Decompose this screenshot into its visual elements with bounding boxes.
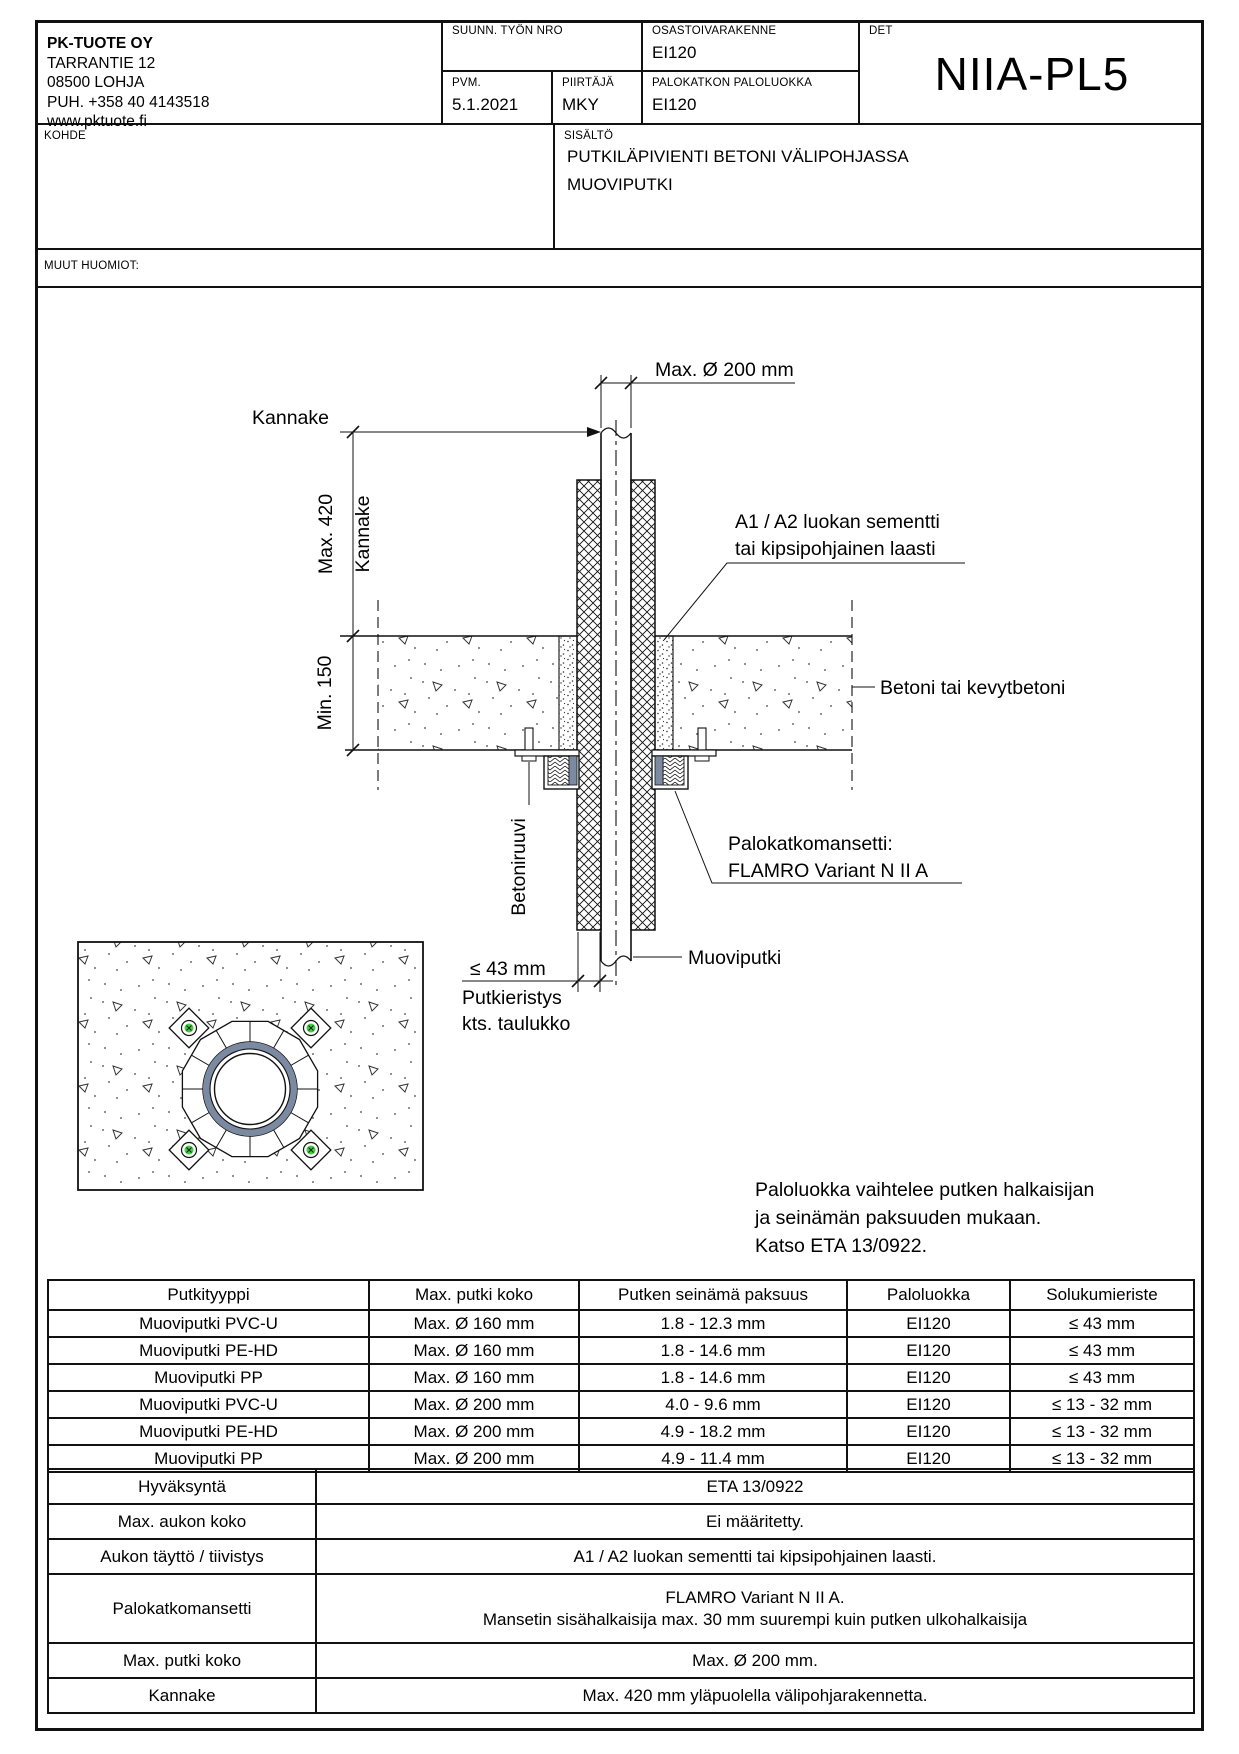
screw-nut-right (695, 756, 709, 761)
spec-label: Palokatkomansetti (48, 1574, 316, 1643)
field-pvm-value: 5.1.2021 (452, 95, 519, 114)
leader-muoviputki (633, 947, 781, 969)
field-sisalto (555, 125, 1204, 250)
table-row (48, 1310, 1194, 1337)
plan-fire-collar (169, 1008, 331, 1170)
label-muoviputki: Muoviputki (688, 947, 782, 969)
cell-fire-class: EI120 (847, 1310, 1010, 1337)
screw-nut-left (522, 756, 536, 761)
spec-value-line-1: FLAMRO Variant N II A. (665, 1587, 845, 1607)
field-sisalto-label: SISÄLTÖ (564, 130, 614, 142)
cell-insulation: ≤ 43 mm (1010, 1310, 1194, 1337)
spec-value: Max. 420 mm yläpuolella välipohjarakennetta. (316, 1678, 1194, 1713)
collar-plan-view (78, 942, 423, 1190)
spec-label: Max. aukon koko (48, 1504, 316, 1539)
label-cement-line-1: A1 / A2 luokan sementti (735, 511, 940, 533)
cell-wall-thickness: 4.9 - 18.2 mm (579, 1418, 847, 1445)
spec-label: Kannake (48, 1678, 316, 1713)
cell-pipe-type: Muoviputki PE-HD (48, 1418, 369, 1445)
spec-label: Aukon täyttö / tiivistys (48, 1539, 316, 1574)
company-address-2: 08500 LOHJA (47, 74, 145, 91)
col-header-solukumieriste: Solukumieriste (1010, 1280, 1194, 1310)
spec-value: A1 / A2 luokan sementti tai kipsipohjainen laasti. (316, 1539, 1194, 1574)
spec-label: Hyväksyntä (48, 1469, 316, 1504)
cell-wall-thickness: 1.8 - 12.3 mm (579, 1310, 847, 1337)
col-header-max-putki-koko: Max. putki koko (369, 1280, 579, 1310)
label-kannake: Kannake (252, 407, 329, 429)
cell-max-size: Max. Ø 200 mm (369, 1418, 579, 1445)
cell-insulation: ≤ 43 mm (1010, 1337, 1194, 1364)
cell-max-size: Max. Ø 200 mm (369, 1391, 579, 1418)
leader-cement-note (664, 511, 965, 640)
cell-wall-thickness: 4.0 - 9.6 mm (579, 1391, 847, 1418)
cell-fire-class: EI120 (847, 1337, 1010, 1364)
field-piirtaja-label: PIIRTÄJÄ (562, 77, 614, 89)
company-phone: PUH. +358 40 4143518 (47, 93, 210, 111)
field-det (860, 20, 1204, 125)
company-block (35, 20, 443, 130)
spec-row-hyvaksynta (48, 1469, 1194, 1504)
spec-value-line-2: Mansetin sisähalkaisija max. 30 mm suurempi kuin putken ulkohalkaisija (482, 1609, 1028, 1629)
dim-min-150-text: Min. 150 (314, 655, 336, 731)
label-putkieristys-line-1: Putkieristys (462, 987, 562, 1009)
cell-insulation: ≤ 43 mm (1010, 1364, 1194, 1391)
leader-kannake (252, 407, 601, 438)
col-header-paloluokka: Paloluokka (847, 1280, 1010, 1310)
mortar-strip-right (655, 636, 673, 750)
content-title-line-1: PUTKILÄPIVIENTI BETONI VÄLIPOHJASSA (567, 147, 909, 166)
leader-palokatkomansetti (675, 791, 962, 883)
cell-wall-thickness: 1.8 - 14.6 mm (579, 1337, 847, 1364)
field-kohde (35, 125, 555, 250)
dim-max-diameter-text: Max. Ø 200 mm (655, 359, 794, 381)
cell-max-size: Max. Ø 200 mm (369, 1445, 579, 1472)
collar-bracket-left (515, 750, 579, 756)
cell-fire-class: EI120 (847, 1364, 1010, 1391)
col-header-seinama-paksuus: Putken seinämä paksuus (579, 1280, 847, 1310)
cell-fire-class: EI120 (847, 1391, 1010, 1418)
pipe-type-table (47, 1279, 1195, 1473)
label-kannake-vertical: Kannake (352, 495, 374, 573)
spec-value: Ei määritetty. (316, 1504, 1194, 1539)
spec-value (316, 1574, 1194, 1643)
field-osastoivarakenne-value: EI120 (652, 43, 697, 62)
cell-pipe-type: Muoviputki PVC-U (48, 1391, 369, 1418)
insulation-left (577, 480, 601, 930)
field-pvm-label: PVM. (452, 77, 481, 89)
spec-value: ETA 13/0922 (316, 1469, 1194, 1504)
table-row (48, 1391, 1194, 1418)
field-osastoivarakenne (643, 20, 860, 72)
table-row (48, 1418, 1194, 1445)
intumescent-strip-left (569, 756, 577, 785)
dimension-max-420 (315, 432, 374, 642)
cell-wall-thickness: 4.9 - 11.4 mm (579, 1445, 847, 1472)
detail-code: NIIA-PL5 (934, 48, 1130, 100)
spec-row-max-putki-koko (48, 1643, 1194, 1678)
dim-max-420-text: Max. 420 (315, 493, 337, 575)
cell-insulation: ≤ 13 - 32 mm (1010, 1391, 1194, 1418)
leader-betoniruuvi (508, 762, 530, 916)
cell-max-size: Max. Ø 160 mm (369, 1337, 579, 1364)
table-row (48, 1364, 1194, 1391)
company-address-1: TARRANTIE 12 (47, 54, 156, 72)
label-betoni: Betoni tai kevytbetoni (880, 677, 1066, 699)
insulation-right (631, 480, 655, 930)
collar-hatch-right (663, 756, 684, 785)
field-suunn-tyon-nro (443, 20, 643, 72)
intumescent-strip-right (655, 756, 663, 785)
company-name: PK-TUOTE OY (47, 35, 153, 52)
field-det-label: DET (869, 25, 893, 37)
cell-pipe-type: Muoviputki PE-HD (48, 1337, 369, 1364)
label-putkieristys-line-2: kts. taulukko (462, 1013, 571, 1035)
pipe-bore-circle (215, 1054, 286, 1125)
spec-value: Max. Ø 200 mm. (316, 1643, 1194, 1678)
note-line-2: ja seinämän paksuuden mukaan. (755, 1207, 1042, 1229)
mortar-strip-left (559, 636, 577, 750)
field-osastoivarakenne-label: OSASTOIVARAKENNE (652, 25, 777, 37)
cell-pipe-type: Muoviputki PVC-U (48, 1310, 369, 1337)
dimension-max-diameter (595, 359, 795, 428)
cell-pipe-type: Muoviputki PP (48, 1445, 369, 1472)
specification-table (47, 1468, 1195, 1714)
table-row (48, 1337, 1194, 1364)
content-title-line-2: MUOVIPUTKI (567, 175, 673, 194)
cell-pipe-type: Muoviputki PP (48, 1364, 369, 1391)
spec-row-max-aukon-koko (48, 1504, 1194, 1539)
field-kohde-label: KOHDE (44, 130, 86, 142)
cell-wall-thickness: 1.8 - 14.6 mm (579, 1364, 847, 1391)
field-palokatkon-paloluokka-label: PALOKATKON PALOLUOKKA (652, 77, 813, 89)
cell-fire-class: EI120 (847, 1418, 1010, 1445)
label-mansetti-line-2: FLAMRO Variant N II A (728, 860, 929, 882)
concrete-screw-right (698, 728, 706, 750)
cell-insulation: ≤ 13 - 32 mm (1010, 1418, 1194, 1445)
spec-row-palokatkomansetti (48, 1574, 1194, 1643)
field-muut-huomiot-label: MUUT HUOMIOT: (44, 260, 140, 272)
company-website: www.pktuote.fi (47, 113, 147, 130)
dimension-insulation-43 (462, 932, 613, 1035)
field-piirtaja-value: MKY (562, 95, 599, 114)
dim-43-text: ≤ 43 mm (470, 958, 546, 980)
cell-insulation: ≤ 13 - 32 mm (1010, 1445, 1194, 1472)
table-header-row (48, 1280, 1194, 1310)
cell-max-size: Max. Ø 160 mm (369, 1310, 579, 1337)
spec-row-aukon-taytto (48, 1539, 1194, 1574)
field-piirtaja (553, 72, 643, 125)
general-note (754, 1179, 1094, 1257)
section-drawing (35, 270, 1205, 1275)
label-betoniruuvi: Betoniruuvi (508, 818, 530, 916)
field-palokatkon-paloluokka (643, 72, 860, 125)
note-line-3: Katso ETA 13/0922. (755, 1235, 928, 1257)
label-cement-line-2: tai kipsipohjainen laasti (735, 538, 936, 560)
spec-row-kannake (48, 1678, 1194, 1713)
cell-fire-class: EI120 (847, 1445, 1010, 1472)
cell-max-size: Max. Ø 160 mm (369, 1364, 579, 1391)
collar-hatch-left (548, 756, 569, 785)
dimension-min-150 (314, 636, 359, 756)
field-palokatkon-paloluokka-value: EI120 (652, 95, 697, 114)
field-suunn-tyon-nro-label: SUUNN. TYÖN NRO (452, 25, 563, 37)
leader-betoni (852, 677, 1065, 699)
spec-label: Max. putki koko (48, 1643, 316, 1678)
note-line-1: Paloluokka vaihtelee putken halkaisijan (755, 1179, 1095, 1201)
concrete-screw-left (525, 728, 533, 750)
field-pvm (443, 72, 553, 125)
col-header-putkityyppi: Putkityyppi (48, 1280, 369, 1310)
collar-bracket-right (652, 750, 716, 756)
leader-arrowhead (587, 427, 601, 437)
label-mansetti-line-1: Palokatkomansetti: (728, 833, 893, 855)
plastic-pipe (601, 420, 631, 990)
